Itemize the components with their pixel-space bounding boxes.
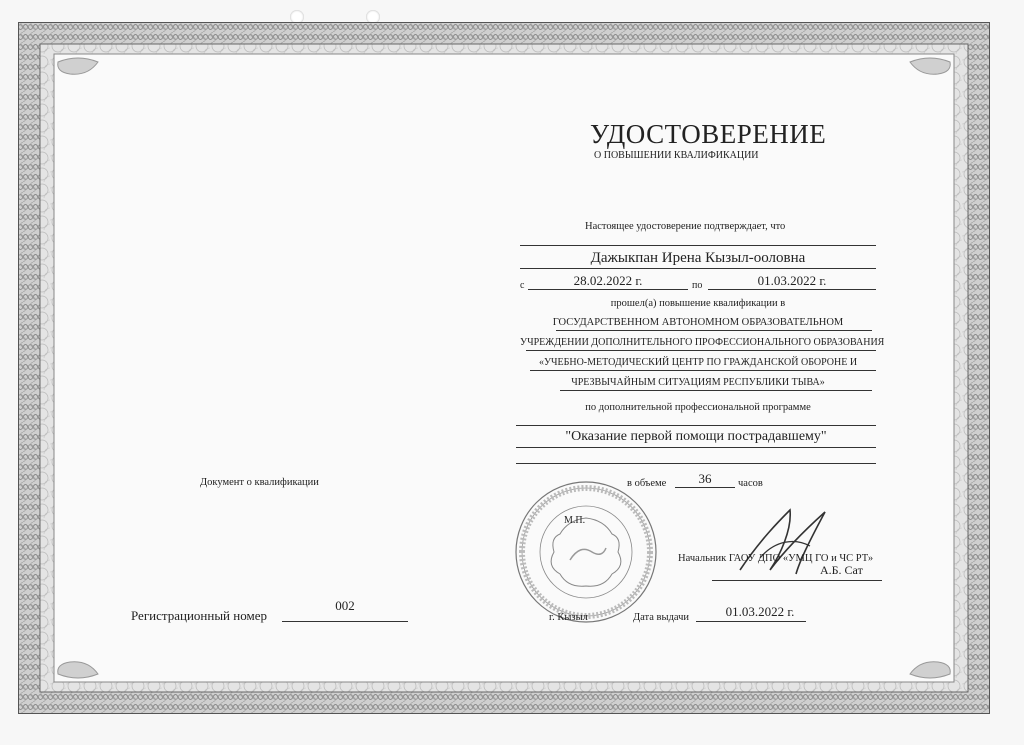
registration-underline — [282, 621, 408, 622]
issue-date-underline — [696, 621, 806, 622]
document-subtitle: О ПОВЫШЕНИИ КВАЛИФИКАЦИИ — [594, 150, 759, 161]
from-prefix: с — [520, 280, 525, 291]
registration-label: Регистрационный номер — [131, 608, 267, 623]
official-stamp — [512, 478, 660, 626]
head-title: Начальник ГАОУ ДПО «УМЦ ГО и ЧС РТ» — [678, 553, 874, 564]
signature-line — [712, 580, 882, 581]
end-date-underline — [708, 289, 876, 290]
document-title: УДОСТОВЕРЕНИЕ — [590, 119, 827, 149]
program-underline — [516, 447, 876, 448]
rule — [516, 463, 876, 464]
intro-text: Настоящее удостоверение подтверждает, что — [585, 221, 786, 232]
org-underline-2 — [526, 350, 876, 351]
registration-number: 002 — [335, 598, 355, 613]
issue-date: 01.03.2022 г. — [725, 604, 795, 619]
org-underline-3 — [530, 370, 876, 371]
volume-prefix: в объеме — [627, 478, 667, 489]
org-line-3: «УЧЕБНО-МЕТОДИЧЕСКИЙ ЦЕНТР ПО ГРАЖДАНСКОЙ ОБОРОНЕ И — [538, 357, 858, 368]
city-label: г. Кызыл — [549, 612, 588, 623]
name-underline — [520, 268, 876, 269]
to-prefix: по — [692, 280, 703, 291]
volume-hours: 36 — [698, 471, 712, 486]
hours-underline — [675, 487, 735, 488]
org-underline-1 — [556, 330, 872, 331]
org-line-1: ГОСУДАРСТВЕННОМ АВТОНОМНОМ ОБРАЗОВАТЕЛЬНОМ — [552, 317, 844, 328]
rule — [520, 245, 876, 246]
start-date: 28.02.2022 г. — [573, 273, 643, 288]
org-line-2: УЧРЕЖДЕНИИ ДОПОЛНИТЕЛЬНОГО ПРОФЕССИОНАЛЬНОГО ОБРАЗОВАНИЯ — [520, 337, 885, 348]
end-date: 01.03.2022 г. — [757, 273, 827, 288]
stamp-placeholder-label: М.П. — [564, 515, 586, 526]
org-line-4: ЧРЕЗВЫЧАЙНЫМ СИТУАЦИЯМ РЕСПУБЛИКИ ТЫВА» — [571, 377, 825, 388]
volume-suffix: часов — [738, 478, 763, 489]
passed-text: прошел(а) повышение квалификации в — [610, 298, 786, 309]
start-date-underline — [528, 289, 688, 290]
head-name: А.Б. Сат — [820, 563, 863, 577]
issue-date-label: Дата выдачи — [633, 612, 690, 623]
recipient-name: Дажыкпан Ирена Кызыл-ооловна — [590, 250, 806, 266]
program-name: "Оказание первой помощи пострадавшему" — [565, 429, 827, 444]
rule — [516, 425, 876, 426]
qualification-doc-label: Документ о квалификации — [200, 477, 319, 488]
org-underline-4 — [560, 390, 872, 391]
program-text: по дополнительной профессиональной программе — [585, 402, 811, 413]
